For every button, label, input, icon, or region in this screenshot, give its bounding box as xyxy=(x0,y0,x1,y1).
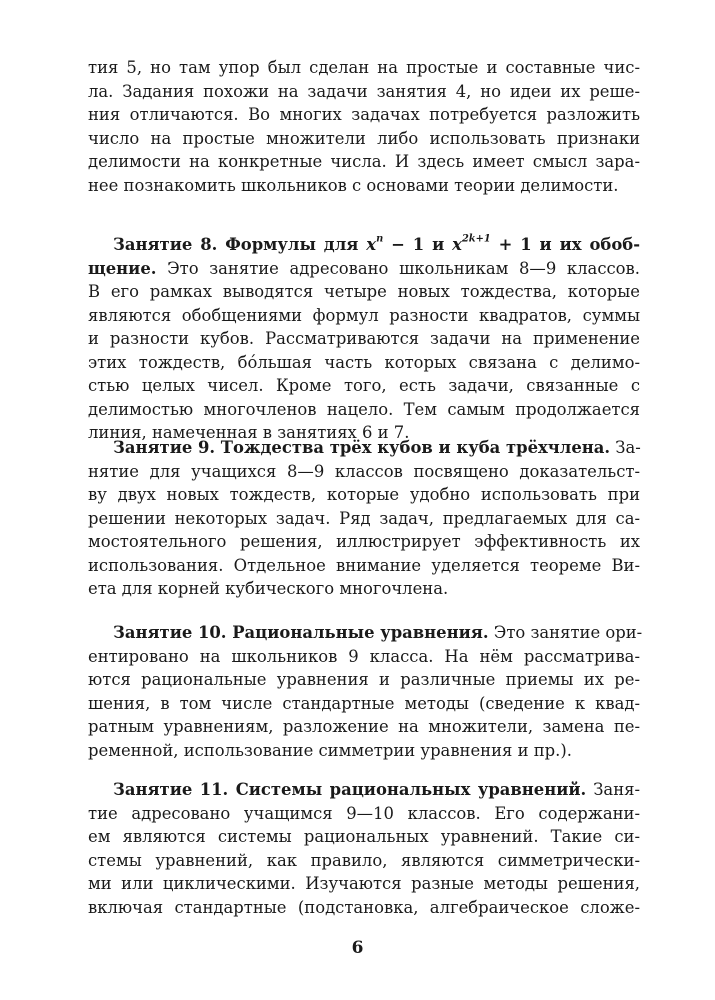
text-line: нятие для учащихся 8—9 классов посвящено доказательст- xyxy=(88,461,640,481)
text-line: щение. Это занятие адресовано школьникам 8—9 классов. xyxy=(88,258,640,278)
text-line: делимости на конкретные числа. И здесь имеет смысл зара- xyxy=(88,152,640,171)
text-line: ла. Задания похожи на задачи занятия 4, но идеи их реше- xyxy=(88,81,640,101)
page-number: 6 xyxy=(351,938,364,958)
lesson-9-heading: Занятие 9. Тождества трёх кубов и куба трёхчлена. За- xyxy=(113,438,641,457)
text-line: ременной, использование симметрии уравнения и пр.). xyxy=(88,740,572,760)
text-line: этих тождеств, бóльшая часть которых связана с делимо- xyxy=(88,352,640,372)
text-line: ратным уравнениям, разложение на множители, замена пе- xyxy=(88,717,640,736)
text-line: тие адресовано учащимся 9—10 классов. Его содержани- xyxy=(88,803,640,823)
text-line: стемы уравнений, как правило, являются симметрически- xyxy=(88,850,640,870)
lesson-11-heading: Занятие 11. Системы рациональных уравнений. Заня- xyxy=(113,780,640,799)
paragraph-lesson-10 xyxy=(88,621,643,762)
text-line: линия, намеченная в занятиях 6 и 7. xyxy=(88,423,410,442)
paragraph-lesson-9 xyxy=(88,436,640,601)
text-line: решении некоторых задач. Ряд задач, предлагаемых для са- xyxy=(88,508,640,528)
text-line: ются рациональные уравнения и различные приемы их ре- xyxy=(88,670,640,689)
text-line: ми или циклическими. Изучаются разные методы решения, xyxy=(88,874,640,893)
text-line: и разности кубов. Рассматриваются задачи на применение xyxy=(88,329,640,348)
lesson-10-heading: Занятие 10. Рациональные уравнения. Это занятие ори- xyxy=(113,623,643,642)
text-line: число на простые множители либо использовать признаки xyxy=(88,128,640,148)
text-line: ния отличаются. Во многих задачах потребуется разложить xyxy=(88,105,640,124)
text-line: ентировано на школьников 9 класса. На нём рассматрива- xyxy=(88,646,640,666)
paragraph-lesson-8 xyxy=(88,233,640,445)
text-line: являются обобщениями формул разности квадратов, суммы xyxy=(88,305,640,325)
text-line: тия 5, но там упор был сделан на простые и составные чис- xyxy=(88,58,640,77)
lesson-8-heading: Занятие 8. Формулы для $x^n - 1$ и $x^{2k+1} + 1$ и их обоб- xyxy=(113,233,640,254)
text-line: использования. Отдельное внимание уделяется теореме Ви- xyxy=(88,555,640,575)
text-line: нее познакомить школьников с основами теории делимости. xyxy=(88,175,619,195)
text-line: шения, в том числе стандартные методы (сведение к квад- xyxy=(88,693,640,713)
text-line: ву двух новых тождеств, которые удобно использовать при xyxy=(88,485,640,504)
text-line: ем являются системы рациональных уравнений. Такие си- xyxy=(88,827,640,846)
text-line: В его рамках выводятся четыре новых тождества, которые xyxy=(88,282,640,301)
text-line: включая стандартные (подстановка, алгебраическое сложе- xyxy=(88,897,640,917)
paragraph-lesson-11 xyxy=(88,778,640,919)
text-line: делимостью многочленов нацело. Тем самым продолжается xyxy=(88,399,640,419)
text-line: стью целых чисел. Кроме того, есть задачи, связанные с xyxy=(88,376,640,395)
text-line: ета для корней кубического многочлена. xyxy=(88,579,449,598)
paragraph-intro-continuation xyxy=(88,56,640,197)
text-line: мостоятельного решения, иллюстрирует эффективность их xyxy=(88,532,640,551)
